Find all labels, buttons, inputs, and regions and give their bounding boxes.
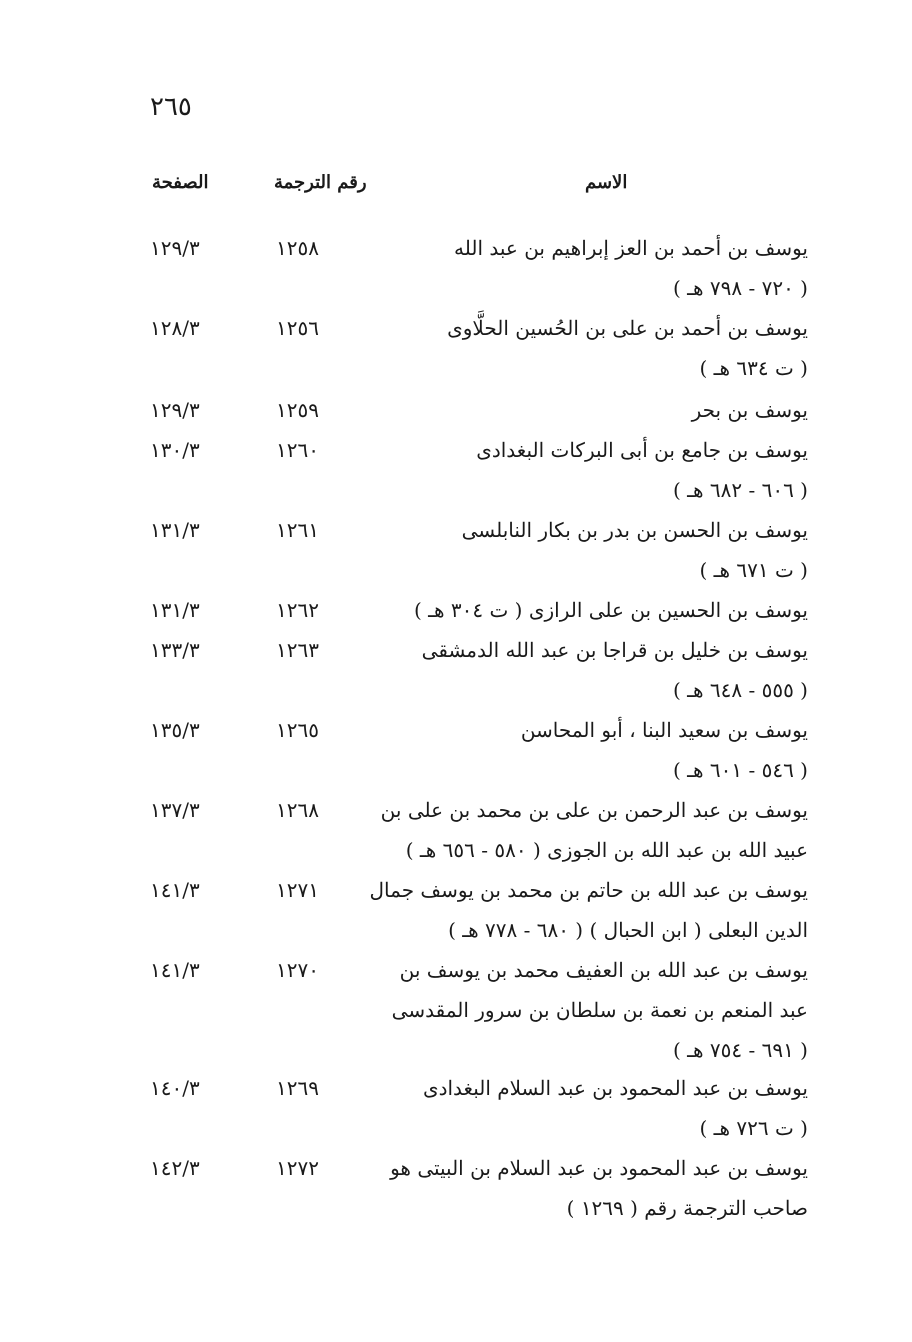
entry-page: ١٣٣/٣ <box>150 638 200 662</box>
entry-page: ١٤١/٣ <box>150 958 200 982</box>
entry-number: ١٢٦٣ <box>276 638 319 662</box>
entry-name-line: يوسف بن الحسين بن على الرازى ( ت ٣٠٤ هـ ) <box>413 598 808 622</box>
entry-name <box>398 308 808 388</box>
entry-page: ١٣٧/٣ <box>150 798 200 822</box>
entry-name-line: عبيد الله بن عبد الله بن الجوزى ( ٥٨٠ - ٦٥٦ هـ ) <box>405 838 808 862</box>
header-name: الاسم <box>585 172 628 193</box>
entry-page: ١٣١/٣ <box>150 598 200 622</box>
entry-name-line: يوسف بن أحمد بن العز إبراهيم بن عبد الله <box>454 236 808 260</box>
entry-name <box>398 510 808 590</box>
index-entry <box>0 790 912 862</box>
entry-page: ١٤١/٣ <box>150 878 200 902</box>
entry-name-line: ( ٥٥٥ - ٦٤٨ هـ ) <box>672 678 808 702</box>
entry-name-line: ( ٦٠٦ - ٦٨٢ هـ ) <box>672 478 808 502</box>
index-entry <box>0 430 912 502</box>
entry-name-line: يوسف بن عبد الله بن العفيف محمد بن يوسف بن <box>399 958 808 982</box>
header-entry-number: رقم الترجمة <box>274 172 367 193</box>
entry-name <box>398 390 808 430</box>
entry-name <box>398 1068 808 1148</box>
entry-name-line: ( ت ٦٧١ هـ ) <box>699 558 808 582</box>
entry-name <box>390 1148 808 1228</box>
index-entry <box>0 228 912 300</box>
header-page: الصفحة <box>152 172 209 193</box>
entry-name-line: ( ٧٢٠ - ٧٩٨ هـ ) <box>672 276 808 300</box>
page-number: ٢٦٥ <box>150 92 192 122</box>
index-entry <box>0 590 912 630</box>
index-entry <box>0 1068 912 1140</box>
entry-name <box>398 590 808 630</box>
entry-page: ١٣٠/٣ <box>150 438 200 462</box>
entry-page: ١٢٩/٣ <box>150 398 200 422</box>
entry-name-line: يوسف بن عبد المحمود بن عبد السلام البغدادى <box>422 1076 808 1100</box>
entry-name-line: يوسف بن خليل بن قراجا بن عبد الله الدمشقى <box>421 638 808 662</box>
entry-number: ١٢٧٢ <box>276 1156 319 1180</box>
entry-number: ١٢٥٩ <box>276 398 319 422</box>
index-entry <box>0 950 912 1062</box>
entry-name <box>398 228 808 308</box>
index-entry <box>0 870 912 942</box>
entry-name <box>398 710 808 790</box>
entry-name <box>369 870 808 950</box>
entry-page: ١٤٠/٣ <box>150 1076 200 1100</box>
entry-page: ١٢٩/٣ <box>150 236 200 260</box>
entry-page: ١٢٨/٣ <box>150 316 200 340</box>
entry-name-line: يوسف بن عبد المحمود بن عبد السلام بن البيتى هو <box>390 1156 808 1180</box>
entry-name-line: ( ٦٩١ - ٧٥٤ هـ ) <box>672 1038 808 1062</box>
entry-number: ١٢٧٠ <box>276 958 319 982</box>
entry-number: ١٢٦١ <box>276 518 319 542</box>
entry-name-line: ( ٥٤٦ - ٦٠١ هـ ) <box>672 758 808 782</box>
entry-name <box>398 630 808 710</box>
entry-page: ١٤٢/٣ <box>150 1156 200 1180</box>
entry-number: ١٢٦٠ <box>276 438 319 462</box>
entry-name-line: يوسف بن عبد الرحمن بن على بن محمد بن على بن <box>380 798 808 822</box>
index-entry <box>0 308 912 380</box>
entry-number: ١٢٦٩ <box>276 1076 319 1100</box>
entry-number: ١٢٧١ <box>276 878 319 902</box>
entry-name-line: يوسف بن بحر <box>691 398 808 422</box>
entry-name-line: ( ت ٧٢٦ هـ ) <box>699 1116 808 1140</box>
entry-number: ١٢٥٨ <box>276 236 319 260</box>
entry-name-line: يوسف بن أحمد بن على بن الحُسين الحلَّاوى <box>447 316 808 340</box>
entry-name-line: يوسف بن عبد الله بن حاتم بن محمد بن يوسف جمال <box>369 878 808 902</box>
entry-name-line: ( ت ٦٣٤ هـ ) <box>699 356 808 380</box>
entry-name-line: يوسف بن سعيد البنا ، أبو المحاسن <box>520 718 808 742</box>
entry-name <box>380 790 808 870</box>
entry-name <box>391 950 808 1070</box>
index-entry <box>0 630 912 702</box>
index-entry <box>0 510 912 582</box>
entry-page: ١٣١/٣ <box>150 518 200 542</box>
entry-number: ١٢٥٦ <box>276 316 319 340</box>
entry-name <box>398 430 808 510</box>
entry-number: ١٢٦٢ <box>276 598 319 622</box>
entry-name-line: يوسف بن الحسن بن بدر بن بكار النابلسى <box>461 518 808 542</box>
entry-name-line: الدين البعلى ( ابن الحبال ) ( ٦٨٠ - ٧٧٨ هـ ) <box>448 918 808 942</box>
entry-name-line: يوسف بن جامع بن أبى البركات البغدادى <box>476 438 808 462</box>
entry-number: ١٢٦٨ <box>276 798 319 822</box>
index-entry <box>0 710 912 782</box>
entry-page: ١٣٥/٣ <box>150 718 200 742</box>
index-entry <box>0 390 912 430</box>
entry-name-line: صاحب الترجمة رقم ( ١٢٦٩ ) <box>566 1196 808 1220</box>
entry-number: ١٢٦٥ <box>276 718 319 742</box>
index-entry <box>0 1148 912 1220</box>
entry-name-line: عبد المنعم بن نعمة بن سلطان بن سرور المقدسى <box>391 998 808 1022</box>
